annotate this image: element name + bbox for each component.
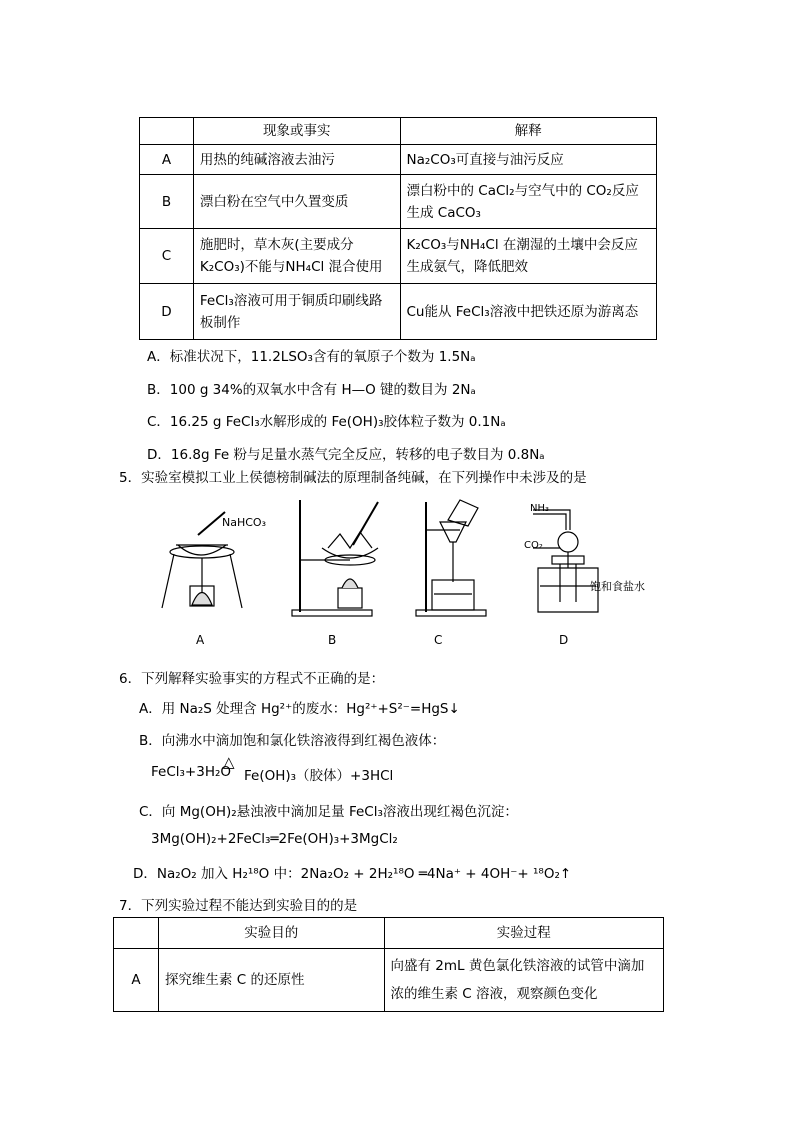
facts-table <box>139 117 657 340</box>
row-fact: FeCl₃溶液可用于铜质印刷线路板制作 <box>193 284 400 340</box>
table-header-blank <box>140 118 194 145</box>
row-label: A <box>114 949 159 1012</box>
row-fact: 漂白粉在空气中久置变质 <box>193 175 400 229</box>
row-fact: 施肥时，草木灰(主要成分 K₂CO₃)不能与NH₄Cl 混合使用 <box>193 229 400 284</box>
q4-option-b: B．100 g 34%的双氧水中含有 H—O 键的数目为 2Nₐ <box>147 382 476 398</box>
label-nahco3: NaHCO₃ <box>222 516 266 529</box>
apparatus-d <box>533 510 598 612</box>
row-label: C <box>140 229 194 284</box>
row-explain: Na₂CO₃可直接与油污反应 <box>400 145 657 175</box>
q4-option-d: D．16.8g Fe 粉与足量水蒸气完全反应，转移的电子数目为 0.8Nₐ <box>147 447 545 463</box>
q6-stem: 6．下列解释实验事实的方程式不正确的是： <box>119 671 385 687</box>
q4-option-a: A．标准状况下，11.2LSO₃含有的氧原子个数为 1.5Nₐ <box>147 349 476 365</box>
table-header-explain: 解释 <box>400 118 657 145</box>
q6-b-heat-symbol: △ <box>223 753 235 771</box>
row-fact: 用热的纯碱溶液去油污 <box>193 145 400 175</box>
table-header-process: 实验过程 <box>384 918 664 949</box>
row-label: A <box>140 145 194 175</box>
q7-stem: 7．下列实验过程不能达到实验目的的是 <box>119 898 358 914</box>
table-header-fact: 现象或事实 <box>193 118 400 145</box>
label-brine: 饱和食盐水 <box>590 580 645 593</box>
row-label: B <box>140 175 194 229</box>
row-explain: 漂白粉中的 CaCl₂与空气中的 CO₂反应生成 CaCO₃ <box>400 175 657 229</box>
q6-b-equation-left: FeCl₃+3H₂O <box>151 764 232 780</box>
apparatus-b <box>292 500 378 616</box>
fig-label-c: C <box>434 633 443 647</box>
row-label: D <box>140 284 194 340</box>
q4-option-c: C．16.25 g FeCl₃水解形成的 Fe(OH)₃胶体粒子数为 0.1Nₐ <box>147 414 506 430</box>
row-explain: K₂CO₃与NH₄Cl 在潮湿的土壤中会反应生成氨气，降低肥效 <box>400 229 657 284</box>
q6-c-equation: 3Mg(OH)₂+2FeCl₃═2Fe(OH)₃+3MgCl₂ <box>151 831 398 847</box>
q6-option-c: C．向 Mg(OH)₂悬浊液中滴加足量 FeCl₃溶液出现红褐色沉淀： <box>139 804 518 820</box>
apparatus-figure <box>150 490 670 655</box>
q5-stem: 5．实验室模拟工业上侯德榜制碱法的原理制备纯碱，在下列操作中未涉及的是 <box>119 470 587 486</box>
row-goal: 探究维生素 C 的还原性 <box>158 949 384 1012</box>
fig-label-b: B <box>328 633 337 647</box>
fig-label-d: D <box>559 633 569 647</box>
row-explain: Cu能从 FeCl₃溶液中把铁还原为游离态 <box>400 284 657 340</box>
fig-label-a: A <box>196 633 205 647</box>
q6-b-equation-right: Fe(OH)₃（胶体）+3HCl <box>244 768 394 784</box>
apparatus-c <box>416 500 486 616</box>
q6-option-b: B．向沸水中滴加饱和氯化铁溶液得到红褐色液体： <box>139 733 446 749</box>
experiment-table <box>113 917 664 1012</box>
q6-option-d: D．Na₂O₂ 加入 H₂¹⁸O 中：2Na₂O₂ + 2H₂¹⁸O ═4Na⁺ + 4OH⁻+ ¹⁸O₂↑ <box>133 866 572 882</box>
row-process: 向盛有 2mL 黄色氯化铁溶液的试管中滴加浓的维生素 C 溶液，观察颜色变化 <box>384 949 664 1012</box>
label-co2: CO₂ <box>524 540 543 551</box>
table-header-goal: 实验目的 <box>158 918 384 949</box>
label-nh3: NH₃ <box>530 503 550 514</box>
table-header-blank <box>114 918 159 949</box>
q6-option-a: A．用 Na₂S 处理含 Hg²⁺的废水：Hg²⁺+S²⁻=HgS↓ <box>139 701 460 717</box>
